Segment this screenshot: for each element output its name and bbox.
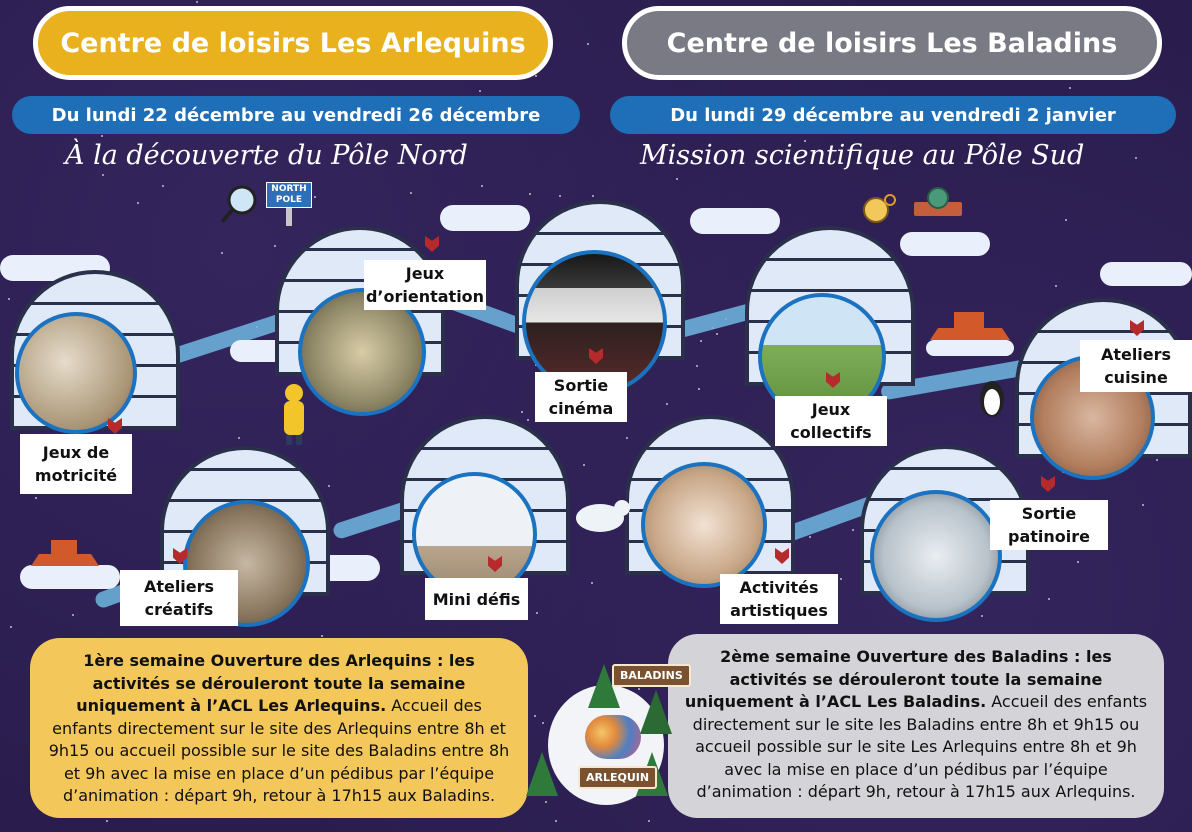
activity-label-orientation: Jeux d’orientation [364,260,486,310]
star [555,820,557,822]
star [410,192,412,194]
star [314,196,316,198]
star [274,245,276,247]
north-pole-sign-icon: NORTH POLE [266,182,312,226]
star [648,820,650,822]
star [535,75,537,77]
polar-bear-icon [572,490,632,538]
activity-photo-artistiques [641,462,767,588]
star [521,411,523,413]
magnifier-compass-icon [218,182,262,226]
activity-photo-motricite [15,312,137,434]
tree-icon [526,752,558,796]
star [1065,219,1067,221]
activity-photo-patinoire [870,490,1002,622]
penguin-icon [975,375,1009,419]
star [527,419,529,421]
title-baladins: Centre de loisirs Les Baladins [622,6,1162,80]
star [321,635,323,637]
dates-week-2: Du lundi 29 décembre au vendredi 2 janvier [610,96,1176,134]
activity-label-artistiques: Activités artistiques [720,574,838,624]
sign-baladins: BALADINS [612,664,691,687]
star [587,43,589,45]
snow-cloud [440,205,530,231]
children-group-illustration [585,715,641,759]
sign-arlequin: ARLEQUIN [578,766,657,789]
star [809,536,811,538]
snow-cloud [690,208,780,234]
theme-south-pole: Mission scientifique au Pôle Sud [640,140,1085,171]
activity-label-cuisine: Ateliers cuisine [1080,340,1192,392]
info-week-2: 2ème semaine Ouverture des Baladins : les activités se dérouleront toute la semaine uniquement à l’ACL Les Baladins. Accueil des enfants directement sur le site les Baladins entre 8h et 9h15 ou accueil possible sur le site Les Arlequins entre 8h et 9h avec la mise en place d’un pédibus par l’équipe d’animation : départ 9h, retour à 17h15 aux Arlequins. [668,634,1164,818]
activity-label-mini-defis: Mini défis [425,578,528,620]
dates-week-1: Du lundi 22 décembre au vendredi 26 décembre [12,96,580,134]
activity-label-motricite: Jeux de motricité [20,434,132,494]
star [545,801,547,803]
activity-label-creatifs: Ateliers créatifs [120,570,238,626]
icebreaker-ship-icon [25,532,105,584]
snow-cloud [900,232,990,256]
tree-icon [640,690,672,734]
book-globe-icon [910,186,966,220]
star [238,437,240,439]
activity-label-cinema: Sortie cinéma [535,372,627,422]
star [72,614,74,616]
info-week-1: 1ère semaine Ouverture des Arlequins : les activités se dérouleront toute la semaine uniquement à l’ACL Les Arlequins. Accueil des enfants directement sur le site des Arlequins entre 8h et 9h15 ou accueil possible sur le site des Baladins entre 8h et 9h avec la mise en place d’un pédibus par l’équipe d’animation : départ 9h, retour à 17h15 aux Baladins. [30,638,528,818]
child-raincoat-icon [280,383,308,447]
star [481,185,483,187]
snow-cloud [1100,262,1192,286]
theme-north-pole: À la découverte du Pôle Nord [65,140,468,171]
activity-label-patinoire: Sortie patinoire [990,500,1108,550]
star [196,1,198,3]
compass-icon [862,194,898,224]
star [840,578,842,580]
activity-label-jeux-collectifs: Jeux collectifs [775,396,887,446]
icebreaker-ship-icon [920,300,1020,360]
title-arlequins: Centre de loisirs Les Arlequins [33,6,553,80]
